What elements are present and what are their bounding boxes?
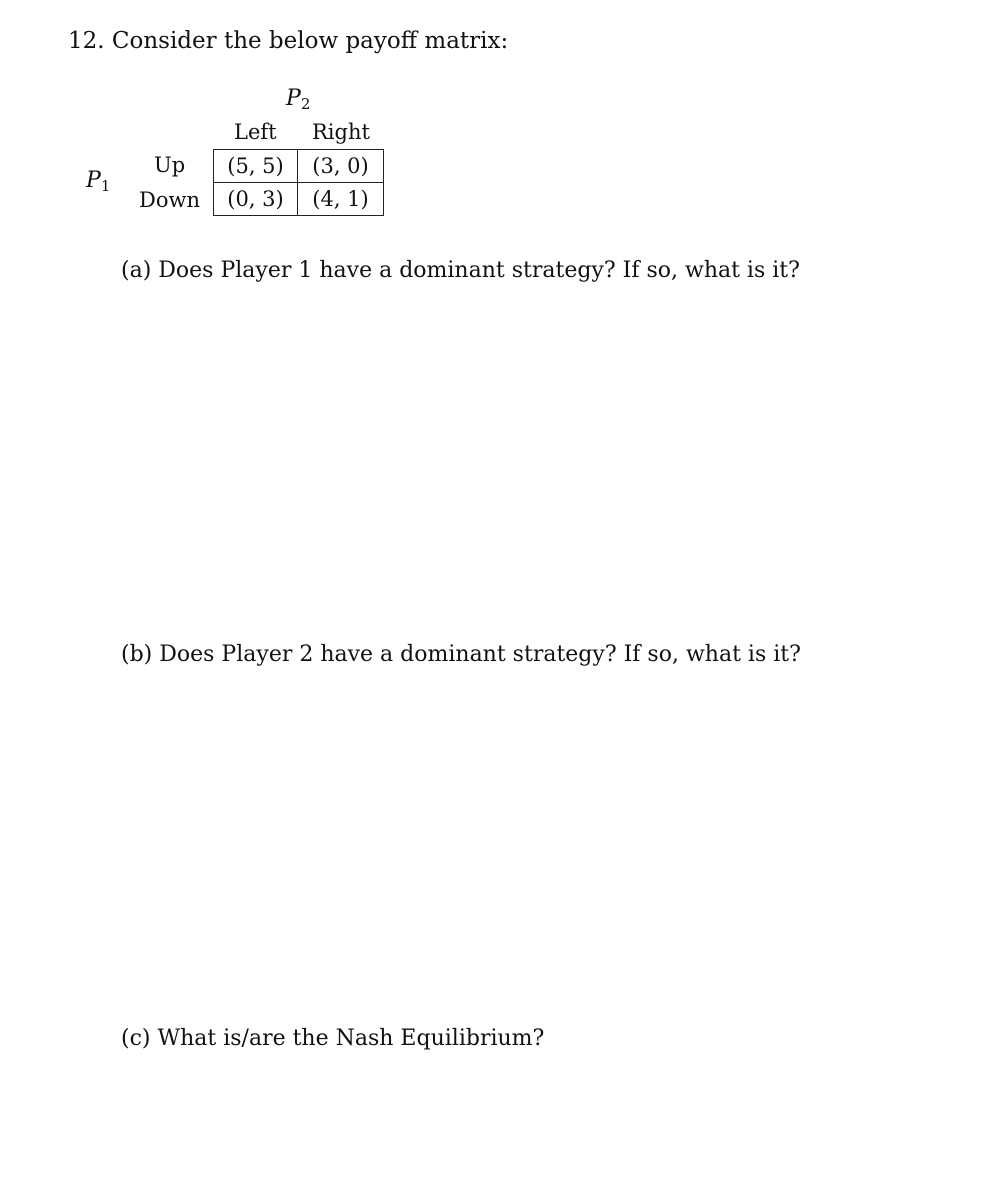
payoff-cell-down-left: (0, 3) <box>214 183 298 216</box>
subquestion-a: (a) Does Player 1 have a dominant strategy? If so, what is it? <box>121 258 800 283</box>
subquestion-b: (b) Does Player 2 have a dominant strategy? If so, what is it? <box>121 642 801 667</box>
matrix-row-up <box>214 150 384 183</box>
payoff-matrix <box>213 149 384 216</box>
player-2-label <box>286 86 310 113</box>
player-2-subscript: 2 <box>300 95 311 113</box>
payoff-cell-down-right: (4, 1) <box>298 183 384 216</box>
player-1-subscript: 1 <box>100 177 111 195</box>
matrix-row-down <box>214 183 384 216</box>
player-1-letter: P <box>86 168 101 193</box>
payoff-cell-up-left: (5, 5) <box>214 150 298 183</box>
row-header-up: Up <box>154 153 186 177</box>
row-header-down: Down <box>139 188 200 212</box>
question-header: 12. Consider the below payoff matrix: <box>68 28 509 54</box>
payoff-cell-up-right: (3, 0) <box>298 150 384 183</box>
player-1-label <box>86 168 110 195</box>
subquestion-c: (c) What is/are the Nash Equilibrium? <box>121 1026 545 1051</box>
player-2-letter: P <box>286 86 301 111</box>
column-header-right: Right <box>312 120 370 144</box>
column-header-left: Left <box>234 120 277 144</box>
